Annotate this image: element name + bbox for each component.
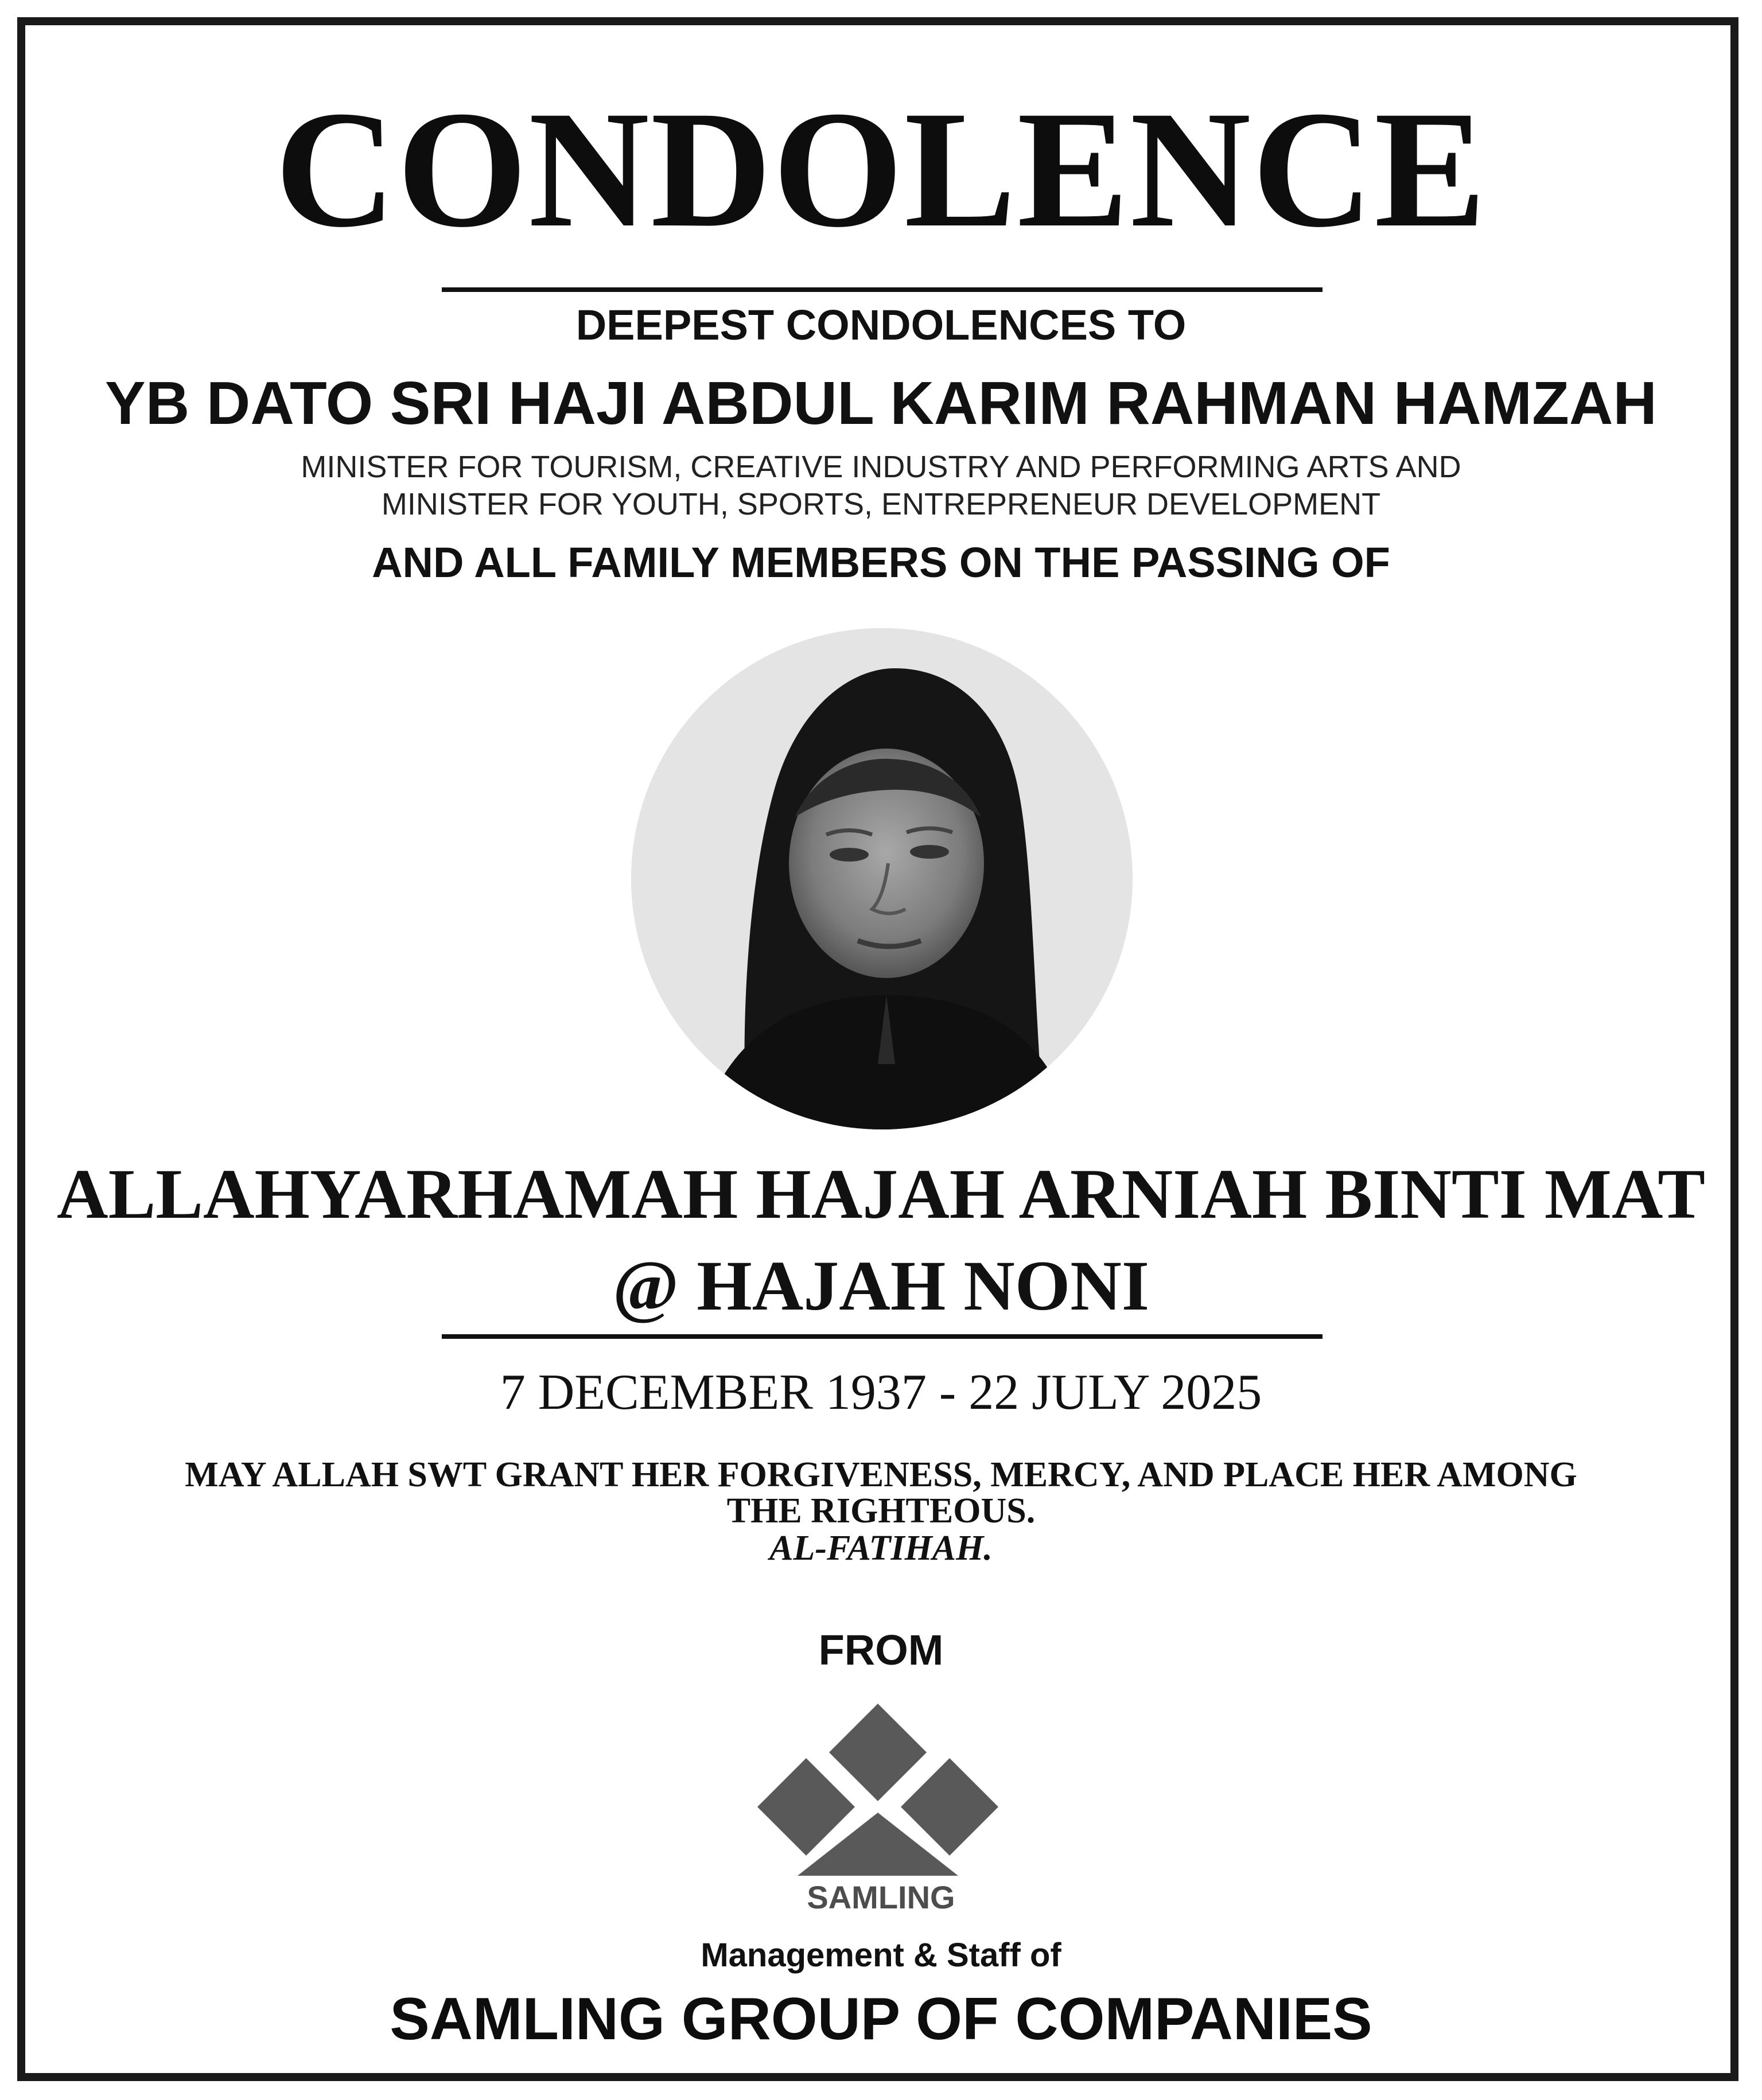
deceased-name-line-1: ALLAHYARHAMAH HAJAH ARNIAH BINTI MAT — [57, 1155, 1705, 1233]
deceased-portrait — [631, 628, 1133, 1129]
company-name: SAMLING GROUP OF COMPANIES — [390, 1986, 1372, 2052]
top-divider — [442, 287, 1323, 292]
logo-left-diamond — [757, 1758, 855, 1856]
deceased-name-line-2: @ HAJAH NONI — [612, 1246, 1150, 1325]
samling-logo-icon — [752, 1698, 1004, 1893]
logo-top-diamond — [829, 1704, 927, 1801]
portrait-image — [631, 628, 1133, 1129]
life-dates: 7 DECEMBER 1937 - 22 JULY 2025 — [500, 1365, 1262, 1420]
from-label: FROM — [818, 1626, 944, 1674]
al-fatihah: AL-FATIHAH. — [769, 1529, 993, 1568]
family-line: AND ALL FAMILY MEMBERS ON THE PASSING OF — [372, 539, 1390, 586]
logo-wordmark: SAMLING — [807, 1879, 955, 1915]
recipient-name: YB DATO SRI HAJI ABDUL KARIM RAHMAN HAMZAH — [105, 369, 1657, 437]
page-title: CONDOLENCE — [275, 77, 1487, 262]
logo-right-diamond — [901, 1758, 998, 1856]
recipient-position-line-1: MINISTER FOR TOURISM, CREATIVE INDUSTRY AND PERFORMING ARTS AND — [301, 450, 1461, 484]
bottom-divider — [442, 1334, 1323, 1339]
condolence-intro: DEEPEST CONDOLENCES TO — [575, 301, 1187, 349]
recipient-position-line-2: MINISTER FOR YOUTH, SPORTS, ENTREPRENEUR DEVELOPMENT — [381, 487, 1381, 521]
management-line: Management & Staff of — [701, 1937, 1061, 1974]
prayer-line-2: THE RIGHTEOUS. — [726, 1491, 1036, 1530]
prayer-line-1: MAY ALLAH SWT GRANT HER FORGIVENESS, MERCY, AND PLACE HER AMONG — [185, 1455, 1577, 1494]
